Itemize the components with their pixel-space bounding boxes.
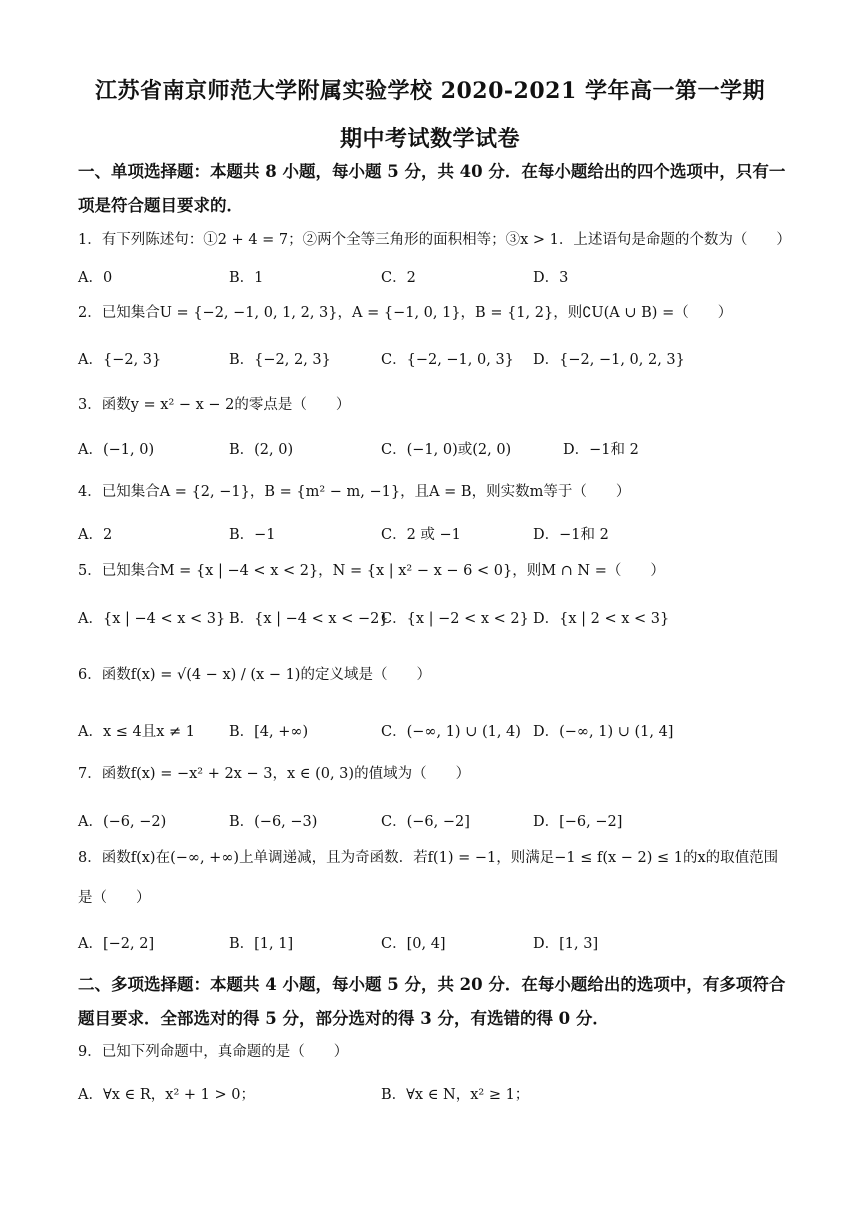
question-3-option-c: C．(−1, 0)或(2, 0) <box>381 442 512 458</box>
question-1-option-c: C．2 <box>381 270 416 286</box>
question-2-option-a: A．{−2, 3} <box>78 352 162 368</box>
question-7-option-b: B．(−6, −3) <box>229 814 318 830</box>
question-4-options <box>78 523 798 549</box>
question-6-option-d: D．(−∞, 1) ∪ (1, 4] <box>533 724 674 740</box>
question-8-options <box>78 932 798 958</box>
question-5-option-d: D．{x | 2 < x < 3} <box>533 611 670 627</box>
question-5-option-b: B．{x | −4 < x < −2} <box>229 611 389 627</box>
question-8-stem: 8．函数f(x)在(−∞, +∞)上单调递减，且为奇函数．若f(1) = −1，则满足−1 ≤ f(x − 2) ≤ 1的x的取值范围是（ ） <box>78 850 779 906</box>
question-6-option-b: B．[4, +∞) <box>229 724 309 740</box>
question-7-option-c: C．(−6, −2] <box>381 814 470 830</box>
question-6-options <box>78 720 798 746</box>
question-8-option-a: A．[−2, 2] <box>78 936 155 952</box>
question-3-option-a: A．(−1, 0) <box>78 442 155 458</box>
question-9-option-b: B．∀x ∈ N，x² ≥ 1； <box>381 1087 530 1103</box>
question-2-option-b: B．{−2, 2, 3} <box>229 352 331 368</box>
question-3-option-b: B．(2, 0) <box>229 442 294 458</box>
question-1-stem: 1．有下列陈述句：①2 + 4 = 7；②两个全等三角形的面积相等；③x > 1．上述语句是命题的个数为（ ） <box>78 232 791 248</box>
question-1-option-b: B．1 <box>229 270 264 286</box>
question-4-option-d: D．−1和 2 <box>533 527 609 543</box>
question-2-stem: 2．已知集合U = {−2, −1, 0, 1, 2, 3}，A = {−1, 0, 1}，B = {1, 2}，则∁U(A ∪ B) =（ ） <box>78 305 733 321</box>
question-3-option-d: D．−1和 2 <box>563 442 639 458</box>
section-multiple-choice-heading: 二、多项选择题：本题共 4 小题，每小题 5 分，共 20 分．在每小题给出的选项中，有多项符合题目要求．全部选对的得 5 分，部分选对的得 3 分，有选错的得 0 分． <box>78 975 786 1028</box>
question-3-options <box>78 438 798 464</box>
question-9-option-a: A．∀x ∈ R，x² + 1 > 0； <box>78 1087 255 1103</box>
exam-title-line2: 期中考试数学试卷 <box>339 126 520 152</box>
question-1-option-a: A．0 <box>78 270 113 286</box>
question-2-option-d: D．{−2, −1, 0, 2, 3} <box>533 352 685 368</box>
question-5-stem: 5．已知集合M = {x | −4 < x < 2}，N = {x | x² − x − 6 < 0}，则M ∩ N =（ ） <box>78 563 665 579</box>
question-8-option-d: D．[1, 3] <box>533 936 599 952</box>
question-1-options <box>78 266 798 292</box>
question-9-stem: 9．已知下列命题中，真命题的是（ ） <box>78 1044 349 1060</box>
question-4-option-c: C．2 或 −1 <box>381 527 461 543</box>
question-7-stem: 7．函数f(x) = −x² + 2x − 3，x ∈ (0, 3)的值域为（ ） <box>78 766 471 782</box>
question-7-options <box>78 810 798 836</box>
question-6-option-a: A．x ≤ 4且x ≠ 1 <box>78 724 196 740</box>
question-9-options <box>78 1083 798 1109</box>
question-4-stem: 4．已知集合A = {2, −1}，B = {m² − m, −1}，且A = B，则实数m等于（ ） <box>78 484 631 500</box>
question-8-option-b: B．[1, 1] <box>229 936 294 952</box>
question-7-option-a: A．(−6, −2) <box>78 814 167 830</box>
question-6-stem: 6．函数f(x) = √(4 − x) / (x − 1)的定义域是（ ） <box>78 667 431 683</box>
question-8-option-c: C．[0, 4] <box>381 936 446 952</box>
question-2-option-c: C．{−2, −1, 0, 3} <box>381 352 514 368</box>
question-6-option-c: C．(−∞, 1) ∪ (1, 4) <box>381 724 521 740</box>
question-4-option-b: B．−1 <box>229 527 276 543</box>
section-single-choice-heading: 一、单项选择题：本题共 8 小题，每小题 5 分，共 40 分．在每小题给出的四个选项中，只有一项是符合题目要求的． <box>78 162 786 215</box>
question-5-option-a: A．{x | −4 < x < 3} <box>78 611 226 627</box>
exam-title-line1: 江苏省南京师范大学附属实验学校 2020-2021 学年高一第一学期 <box>95 78 765 104</box>
question-2-options <box>78 348 798 374</box>
question-5-option-c: C．{x | −2 < x < 2} <box>381 611 529 627</box>
question-4-option-a: A．2 <box>78 527 113 543</box>
question-5-options <box>78 607 798 633</box>
question-1-option-d: D．3 <box>533 270 569 286</box>
question-3-stem: 3．函数y = x² − x − 2的零点是（ ） <box>78 397 351 413</box>
question-7-option-d: D．[−6, −2] <box>533 814 623 830</box>
